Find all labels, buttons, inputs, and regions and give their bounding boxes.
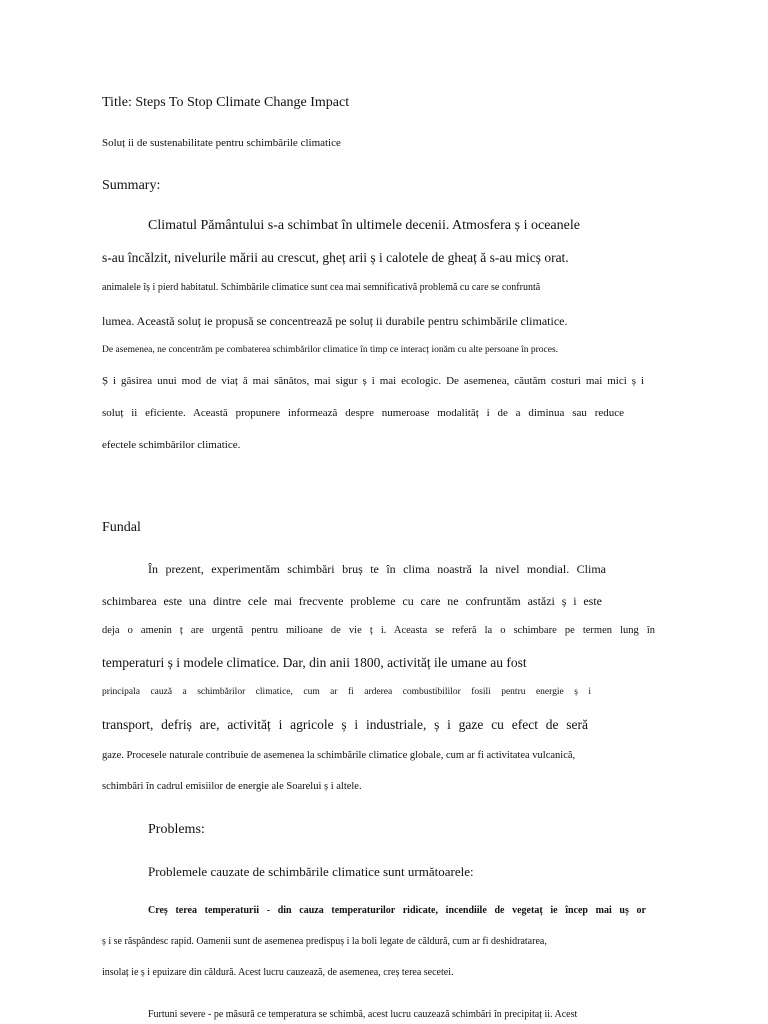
fundal-line: schimbări în cadrul emisiilor de energie ale Soarelui ș i altele. (102, 781, 362, 792)
summary-line: De asemenea, ne concentrăm pe combaterea schimbărilor climatice în timp ce interacț ionăm cu alte persoane în proces. (102, 345, 559, 355)
summary-line: s-au încălzit, nivelurile mării au crescut, gheț arii ș i calotele de gheaț ă s-au micș orat. (102, 250, 569, 265)
summary-line: animalele îș i pierd habitatul. Schimbările climatice sunt cea mai semnificativă problemă cu care se confruntă (102, 282, 541, 293)
document-subtitle: Soluț ii de sustenabilitate pentru schimbările climatice (102, 137, 341, 149)
summary-line: lumea. Această soluț ie propusă se concentrează pe soluț ii durabile pentru schimbările climatice. (102, 314, 568, 328)
fundal-heading: Fundal (102, 520, 141, 535)
problems-line: ș i se răspândesc rapid. Oamenii sunt de asemenea predispuș i la boli legate de căldură, cum ar fi deshidratarea, (102, 936, 547, 947)
summary-line: Ș i găsirea unui mod de viaț ă mai sănătos, mai sigur ș i mai ecologic. De asemenea, căutăm costuri mai mici ș i (102, 375, 644, 387)
summary-line: efectele schimbărilor climatice. (102, 439, 241, 451)
problems-line: Furtuni severe - pe măsură ce temperatura se schimbă, acest lucru cauzează schimbări în precipitaț ii. Acest (148, 1009, 578, 1020)
problems-intro: Problemele cauzate de schimbările climatice sunt următoarele: (148, 864, 474, 879)
fundal-line: gaze. Procesele naturale contribuie de asemenea la schimbările climatice globale, cum ar fi activitatea vulcanică, (102, 750, 576, 761)
fundal-line: schimbarea este una dintre cele mai frecvente probleme cu care ne confruntăm astăzi ș i este (102, 594, 602, 608)
summary-heading: Summary: (102, 178, 161, 193)
summary-line: Climatul Pământului s-a schimbat în ultimele decenii. Atmosfera ș i oceanele (148, 218, 580, 233)
problems-line: Creș terea temperaturii - din cauza temperaturilor ridicate, incendiile de vegetaț ie încep mai uș or (148, 905, 646, 916)
fundal-line: transport, defriș are, activităț i agricole ș i industriale, ș i gaze cu efect de seră (102, 717, 588, 732)
fundal-line: În prezent, experimentăm schimbări bruș te în clima noastră la nivel mondial. Clima (148, 562, 606, 576)
problems-line: insolaț ie ș i epuizare din căldură. Acest lucru cauzează, de asemenea, creș terea secetei. (102, 967, 454, 978)
fundal-line: deja o amenin ț are urgentă pentru milioane de vie ț i. Aceasta se referă la o schimbare pe termen lung în (102, 625, 655, 636)
fundal-line: principala cauză a schimbărilor climatice, cum ar fi arderea combustibililor fosili pentru energie ș i (102, 687, 591, 697)
fundal-line: temperaturi ș i modele climatice. Dar, din anii 1800, activităț ile umane au fost (102, 655, 527, 670)
document-title: Title: Steps To Stop Climate Change Impact (102, 95, 350, 110)
problems-heading: Problems: (148, 822, 205, 837)
summary-line: soluț ii eficiente. Această propunere informează despre numeroase modalităț i de a diminua sau reduce (102, 407, 624, 419)
